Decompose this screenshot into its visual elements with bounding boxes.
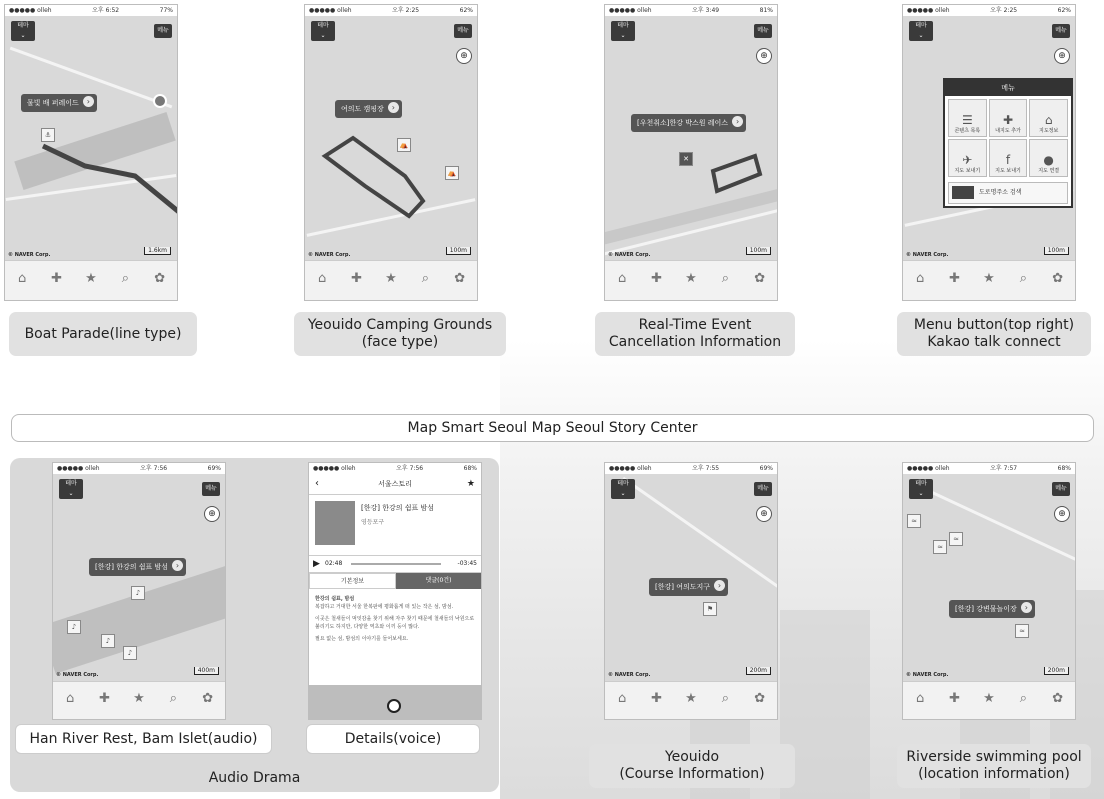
place-bubble[interactable]: [한강] 여의도지구 › [649,578,728,596]
settings-icon[interactable]: ✿ [202,690,214,706]
menu-item-add-map[interactable]: ✚ 내지도 추가 [989,99,1028,137]
home-icon[interactable]: ⌂ [916,690,925,706]
favorite-icon[interactable]: ★ [685,270,697,286]
favorite-icon[interactable]: ★ [685,690,697,706]
pool-marker-icon[interactable]: ≈ [949,532,963,546]
map-view[interactable] [605,474,777,681]
status-bar: ●●●●● olleh 오후 2:25 62% [305,5,477,16]
detail-title: 서울스토리 [378,480,412,488]
phone-screen-bam-islet [52,462,226,720]
facebook-icon: f [1005,153,1011,167]
map-scale: 1.6km [144,247,171,255]
home-icon[interactable]: ⌂ [618,270,627,286]
theme-button[interactable]: 테마 ⌄ [11,21,35,41]
caption-details: Details(voice) [306,724,480,754]
gps-icon[interactable]: ⊕ [1054,506,1070,522]
back-icon[interactable]: ‹ [315,478,319,489]
location-pin-icon [153,94,167,108]
tab-bar [305,260,477,300]
favorite-icon[interactable]: ★ [85,270,97,286]
favorite-icon[interactable]: ★ [983,270,995,286]
map-view[interactable] [5,16,177,261]
status-bar: ●●●●● olleh 오후 3:49 81% [605,5,777,16]
detail-screen [308,462,482,720]
map-scale: 200m [746,667,771,675]
menu-button[interactable]: 메뉴 [1052,482,1070,496]
settings-icon[interactable]: ✿ [1052,690,1064,706]
caption-menu-kakao: Menu button(top right) Kakao talk connect [897,312,1091,356]
map-view[interactable] [305,16,477,261]
search-icon[interactable]: ⌕ [169,690,177,706]
copyright: © NAVER Corp. [906,252,949,258]
status-bar: ●●●●● olleh 오후 6:52 77% [5,5,177,16]
audio-marker-icon[interactable]: ♪ [123,646,137,660]
info-icon: ⌂ [1044,113,1053,127]
time-current: 02:48 [325,560,343,567]
home-icon[interactable]: ⌂ [618,690,627,706]
entry-title: [한강] 한강의 쉼표 밤섬 [361,504,434,512]
tab-bar [5,260,177,300]
audio-marker-icon[interactable]: ♪ [67,620,81,634]
menu-item-map-info[interactable]: ⌂ 지도정보 [1029,99,1068,137]
go-arrow-icon: › [83,96,94,107]
kakao-talk-icon: ● [1043,153,1054,167]
search-icon[interactable]: ⌕ [1019,270,1027,286]
phone-screen-yeouido [604,462,778,720]
copyright: © NAVER Corp. [56,672,99,678]
tab-bar [605,260,777,300]
phone-screen-camping [304,4,478,301]
map-view[interactable] [53,474,225,681]
gps-icon[interactable]: ⊕ [756,48,772,64]
tab-bar [53,681,225,719]
status-bar: ●●●●● olleh 오후 7:55 69% [605,463,777,474]
favorite-icon[interactable]: ★ [133,690,145,706]
map-scale: 100m [746,247,771,255]
menu-button[interactable]: 메뉴 [202,482,220,496]
place-bubble[interactable]: [한강] 강변물놀이장 › [949,600,1035,618]
go-arrow-icon: › [714,580,725,591]
phone-screen-boat-parade [4,4,178,301]
pool-marker-icon[interactable]: ≈ [933,540,947,554]
river [52,564,226,673]
map-view[interactable] [605,16,777,261]
twitter-icon: ✈ [962,153,973,167]
menu-panel [943,78,1073,208]
gps-icon[interactable]: ⊕ [456,48,472,64]
map-scale: 100m [1044,247,1069,255]
road-sign-icon [952,186,974,199]
menu-item-kakao-talk[interactable]: ● 지도 연결 [1029,139,1068,177]
search-icon[interactable]: ⌕ [721,270,729,286]
copyright: © NAVER Corp. [906,672,949,678]
pool-marker-icon[interactable]: ≈ [907,514,921,528]
menu-item-share-facebook[interactable]: f 지도 보내기 [989,139,1028,177]
map-add-icon[interactable]: ✚ [99,690,111,706]
phone-screen-menu [902,4,1076,301]
area-outline [605,16,777,261]
gps-icon[interactable]: ⊕ [756,506,772,522]
favorite-icon[interactable]: ★ [983,690,995,706]
map-add-icon[interactable]: ✚ [949,690,961,706]
settings-icon[interactable]: ✿ [154,270,166,286]
audio-marker-icon[interactable]: ♪ [101,634,115,648]
map-add-icon[interactable]: ✚ [51,270,63,286]
tab-bar [605,681,777,719]
search-icon[interactable]: ⌕ [121,270,129,286]
section-title: Map Smart Seoul Map Seoul Story Center [11,414,1094,442]
pool-marker-icon[interactable]: ≈ [1015,624,1029,638]
entry-thumbnail [315,501,355,545]
play-icon[interactable]: ▶ [313,559,320,569]
search-icon[interactable]: ⌕ [1019,690,1027,706]
menu-button[interactable]: 메뉴 [754,482,772,496]
home-icon[interactable]: ⌂ [318,270,327,286]
favorite-icon[interactable]: ★ [385,270,397,286]
go-arrow-icon: › [172,560,183,571]
cancelled-marker-icon[interactable]: ✕ [679,152,693,166]
gps-icon[interactable]: ⊕ [204,506,220,522]
menu-button[interactable]: 메뉴 [154,24,172,38]
audio-marker-icon[interactable]: ♪ [131,586,145,600]
caption-camping: Yeouido Camping Grounds (face type) [294,312,506,356]
theme-button[interactable]: 테마 ⌄ [611,21,635,41]
area-outline [305,16,477,261]
boat-marker-icon[interactable]: ⚓ [41,128,55,142]
menu-button[interactable]: 메뉴 [454,24,472,38]
time-remaining: -03:45 [457,560,477,567]
map-add-icon[interactable]: ✚ [651,270,663,286]
group-label-audio-drama: Audio Drama [208,770,301,786]
tab-comments[interactable]: 댓글(0건) [396,573,481,589]
route-line [5,16,177,261]
map-view[interactable] [903,16,1075,261]
theme-button[interactable]: 테마 ⌄ [59,479,83,499]
detail-body: 한강의 쉼표, 밤섬 복잡하고 거대한 서울 한복판에 평화롭게 떠 있는 작은 섬, 밤섬. 이곳은 철새들이 먹잇감을 찾기 위해 자주 찾기 때문에 철새들의 낙원으로 불리기도 하지만, 다양한 역초와 이끼 등이 많다. 필요 없는 섬, 밤섬의 이야기를 들어보세요. [315,596,475,642]
go-arrow-icon: › [1021,602,1032,613]
progress-slider[interactable] [351,563,441,565]
place-bubble[interactable]: 물빛 배 퍼레이드 › [21,94,97,112]
camp-marker-icon[interactable]: ⛺ [445,166,459,180]
home-icon[interactable]: ⌂ [18,270,27,286]
course-marker-icon[interactable]: ⚑ [703,602,717,616]
detail-header [309,474,481,495]
settings-icon[interactable]: ✿ [754,690,766,706]
search-icon[interactable]: ⌕ [421,270,429,286]
status-bar: ●●●●● olleh 오후 2:25 62% [903,5,1075,16]
tab-info[interactable]: 기본정보 [309,573,396,589]
place-bubble[interactable]: [우천취소]한강 박스원 레이스 › [631,114,746,132]
status-bar: ●●●●● olleh 오후 7:56 69% [53,463,225,474]
star-icon[interactable]: ★ [466,479,475,489]
theme-button[interactable]: 테마 ⌄ [611,479,635,499]
menu-item-share-twitter[interactable]: ✈ 지도 보내기 [948,139,987,177]
theme-button[interactable]: 테마 ⌄ [311,21,335,41]
detail-tabs [309,573,481,589]
home-icon[interactable]: ⌂ [916,270,925,286]
tab-bar [903,681,1075,719]
settings-icon[interactable]: ✿ [1052,270,1064,286]
copyright: © NAVER Corp. [608,252,651,258]
menu-item-content-list[interactable]: ☰ 콘텐츠 목록 [948,99,987,137]
go-arrow-icon: › [732,116,743,127]
tab-bar [903,260,1075,300]
entry-location: 영등포구 [361,519,385,526]
location-icon [387,699,401,713]
home-icon[interactable]: ⌂ [66,690,75,706]
road-address-search-button[interactable]: 도로명주소 검색 [948,182,1068,204]
settings-icon[interactable]: ✿ [754,270,766,286]
camp-marker-icon[interactable]: ⛺ [397,138,411,152]
place-bubble[interactable]: 여의도 캠핑장 › [335,100,402,118]
map-add-icon[interactable]: ✚ [651,690,663,706]
gps-icon[interactable]: ⊕ [1054,48,1070,64]
copyright: © NAVER Corp. [308,252,351,258]
theme-button[interactable]: 테마 ⌄ [909,479,933,499]
caption-yeouido: Yeouido (Course Information) [589,744,795,788]
map-scale: 400m [194,667,219,675]
map-scale: 100m [446,247,471,255]
phone-screen-event-cancel [604,4,778,301]
go-arrow-icon: › [388,102,399,113]
menu-button[interactable]: 메뉴 [754,24,772,38]
caption-boat-parade: Boat Parade(line type) [9,312,197,356]
status-bar: ●●●●● olleh 오후 7:57 68% [903,463,1075,474]
map-view[interactable] [903,474,1075,681]
map-add-icon: ✚ [1002,113,1014,127]
place-bubble[interactable]: [한강] 한강의 쉼표 밤섬 › [89,558,186,576]
phone-screen-riverside-pool [902,462,1076,720]
caption-riverside-pool: Riverside swimming pool (location information) [897,744,1091,788]
settings-icon[interactable]: ✿ [454,270,466,286]
theme-button[interactable]: 테마 ⌄ [909,21,933,41]
copyright: © NAVER Corp. [8,252,51,258]
map-scale: 200m [1044,667,1069,675]
audio-player [309,555,481,573]
map-add-icon[interactable]: ✚ [949,270,961,286]
mini-map[interactable] [309,685,481,719]
menu-panel-title: 메뉴 [945,80,1071,96]
menu-button[interactable]: 메뉴 [1052,24,1070,38]
status-bar: ●●●●● olleh 오후 7:56 68% [309,463,481,474]
search-icon[interactable]: ⌕ [721,690,729,706]
copyright: © NAVER Corp. [608,672,651,678]
caption-event-cancel: Real-Time Event Cancellation Information [595,312,795,356]
map-add-icon[interactable]: ✚ [351,270,363,286]
caption-bam-islet: Han River Rest, Bam Islet(audio) [15,724,272,754]
list-icon: ☰ [961,113,973,127]
